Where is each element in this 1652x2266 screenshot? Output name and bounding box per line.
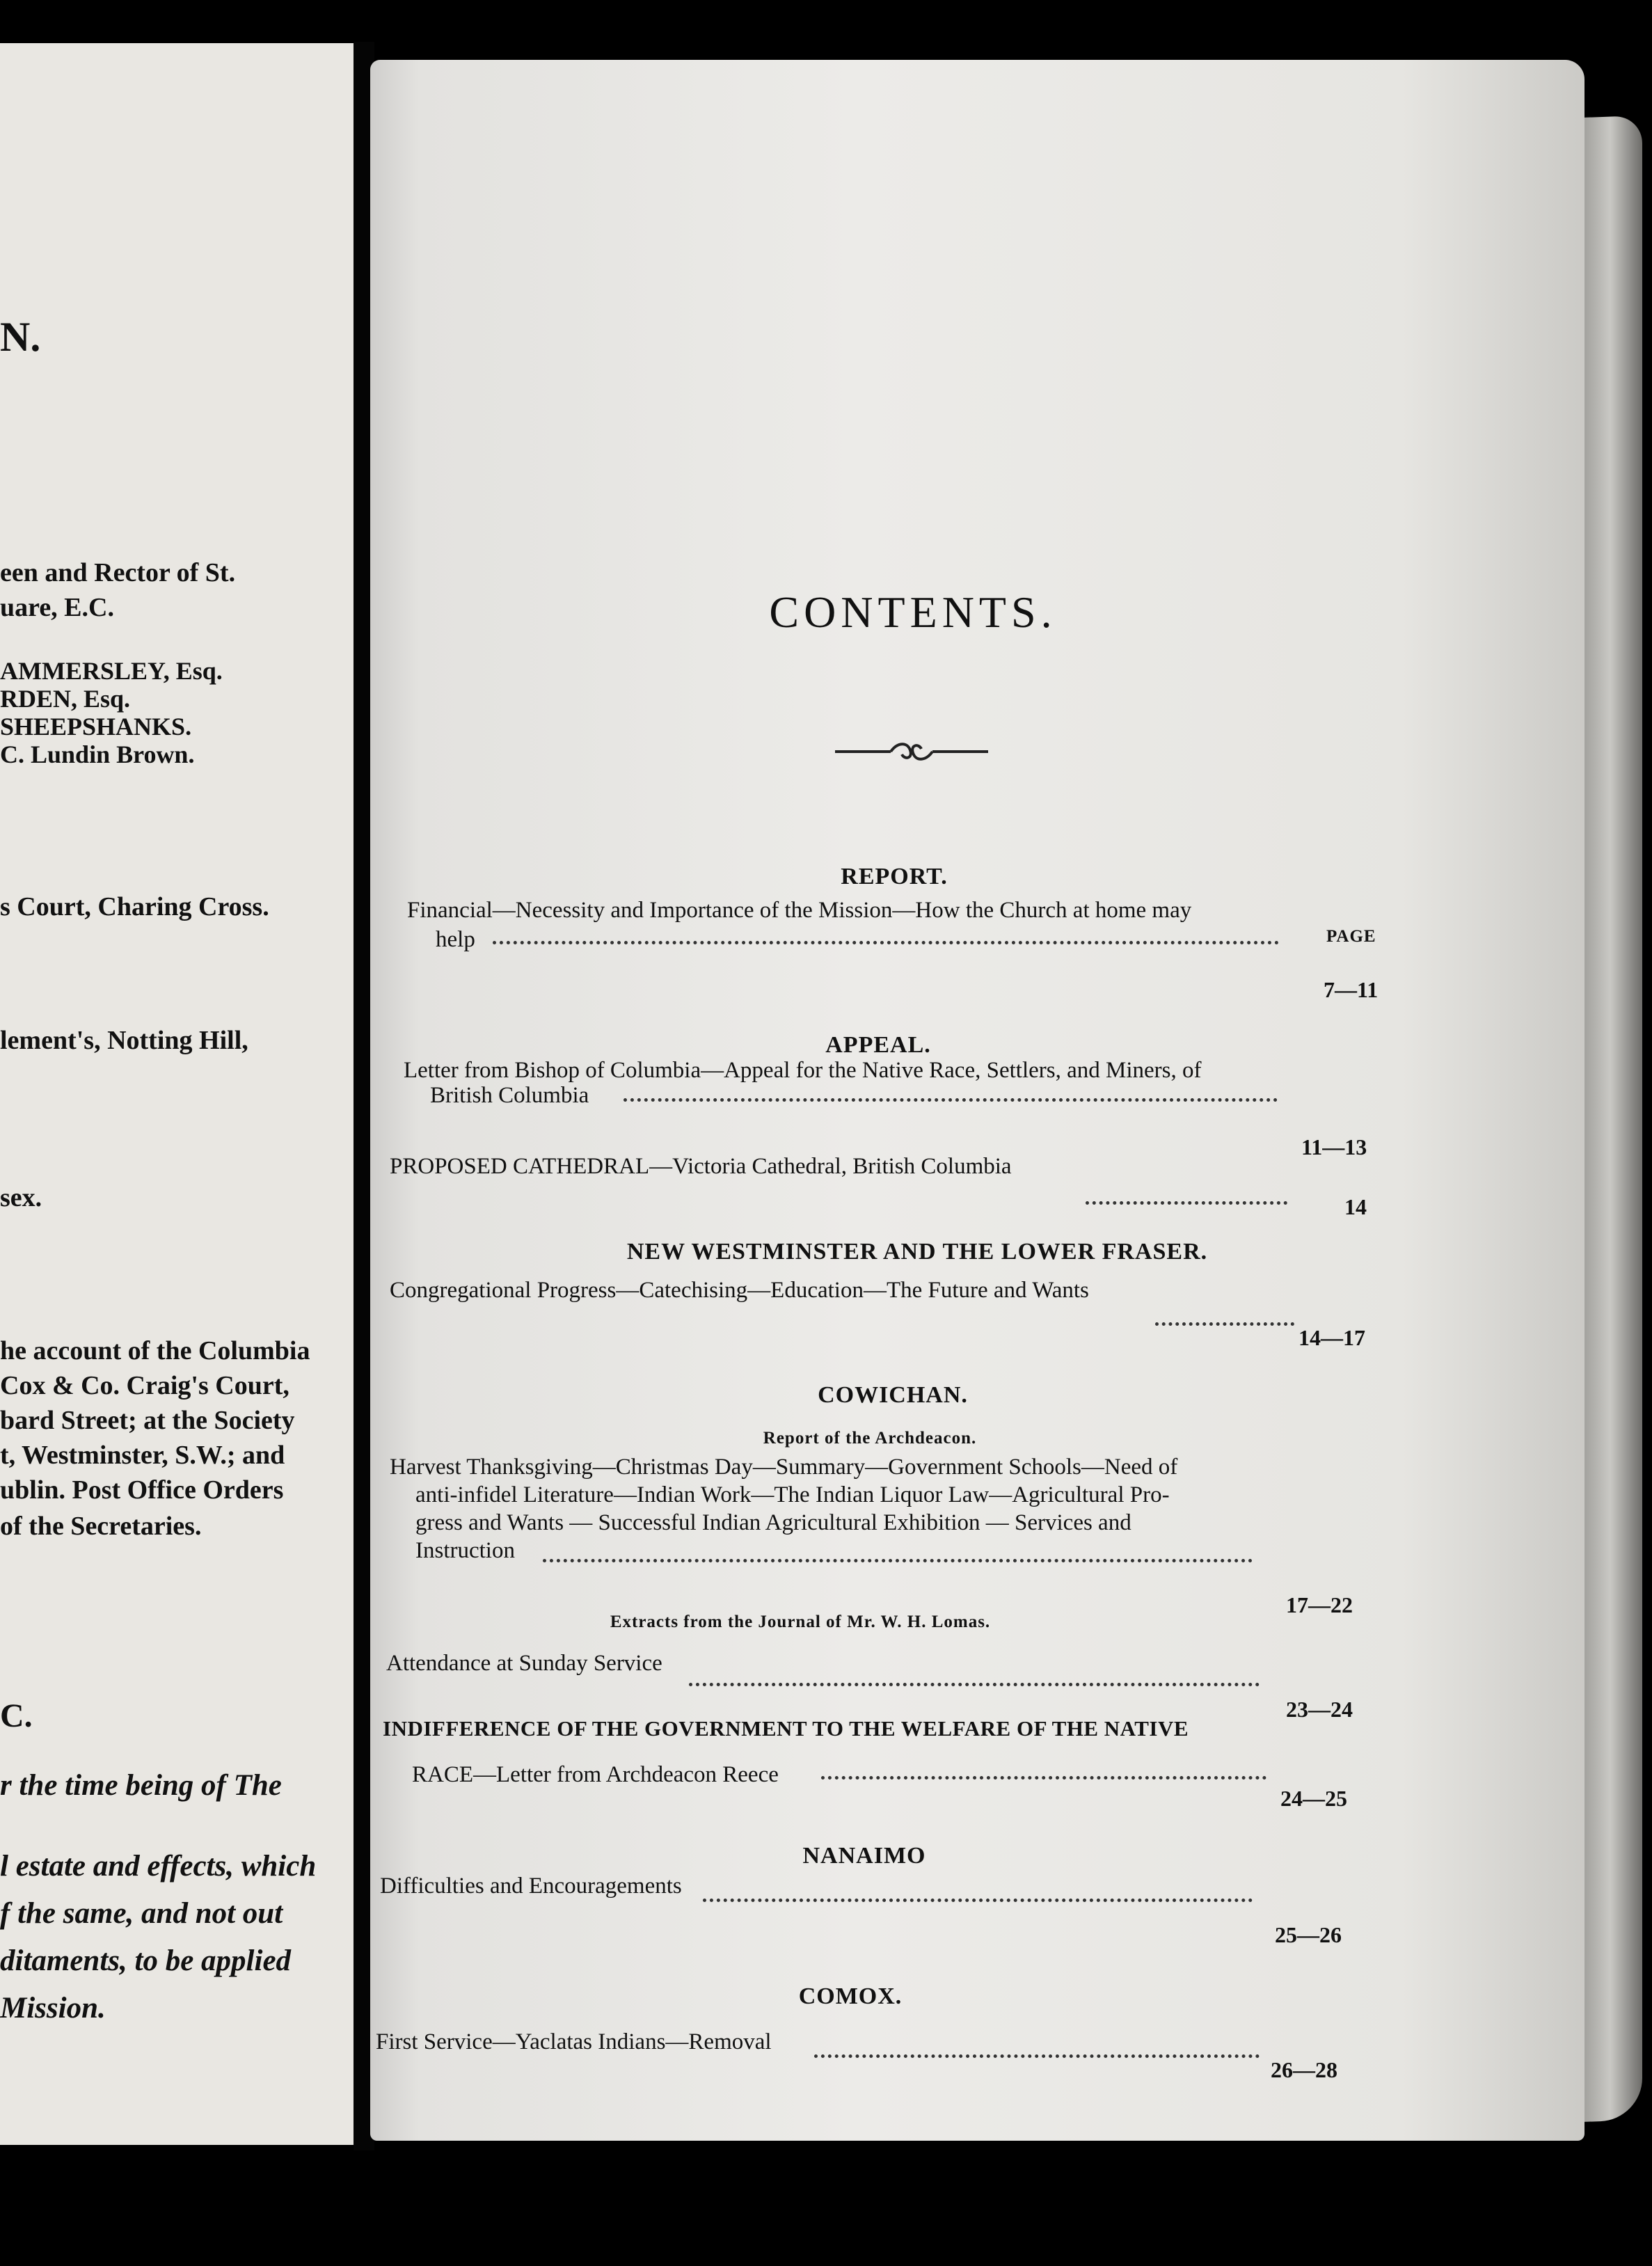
contents-entry: Letter from Bishop of Columbia—Appeal for the Native Race, Settlers, and Miners, of <box>404 1058 1202 1083</box>
left-page-line: uare, E.C. <box>0 593 114 622</box>
page-range: 11—13 <box>1301 1134 1367 1159</box>
contents-entry: anti-infidel Literature—Indian Work—The Indian Liquor Law—Agricultural Pro- <box>415 1482 1170 1507</box>
left-page-line: f the same, and not out <box>0 1897 283 1930</box>
dot-leader <box>821 1776 1266 1780</box>
dot-leader <box>624 1098 1278 1102</box>
contents-entry: PROPOSED CATHEDRAL—Victoria Cathedral, British Columbia <box>390 1154 1012 1179</box>
contents-entry: INDIFFERENCE OF THE GOVERNMENT TO THE WELFARE OF THE NATIVE <box>383 1716 1189 1741</box>
left-page-line: C. Lundin Brown. <box>0 740 195 768</box>
left-page-line: he account of the Columbia <box>0 1336 310 1365</box>
left-page-line: bard Street; at the Society <box>0 1406 295 1435</box>
left-page-line: lement's, Notting Hill, <box>0 1026 248 1055</box>
contents-entry: Instruction <box>415 1538 515 1563</box>
page-range: 7—11 <box>1324 977 1379 1002</box>
contents-entry-continuation: RACE—Letter from Archdeacon Reece <box>412 1762 779 1787</box>
dot-leader <box>1086 1201 1287 1205</box>
contents-title: CONTENTS. <box>769 587 1057 637</box>
section-heading: NANAIMO <box>802 1843 926 1869</box>
section-heading: NEW WESTMINSTER AND THE LOWER FRASER. <box>626 1239 1208 1265</box>
section-heading: COMOX. <box>798 1983 903 2009</box>
dot-leader <box>493 941 1279 944</box>
section-heading: COWICHAN. <box>818 1382 968 1408</box>
ornament-divider <box>835 738 988 766</box>
left-page-line: l estate and effects, which <box>0 1850 317 1883</box>
contents-entry: gress and Wants — Successful Indian Agricultural Exhibition — Services and <box>415 1510 1131 1535</box>
left-page-fragment: C. <box>0 1697 33 1734</box>
contents-entry-continuation: help <box>436 927 475 952</box>
left-page-line: of the Secretaries. <box>0 1512 202 1541</box>
left-page-line: sex. <box>0 1183 42 1212</box>
section-heading: REPORT. <box>841 864 948 889</box>
left-page-line: RDEN, Esq. <box>0 685 131 713</box>
contents-entry: Financial—Necessity and Importance of the Mission—How the Church at home may <box>407 898 1192 923</box>
left-page-line: r the time being of The <box>0 1769 282 1802</box>
page-range: 17—22 <box>1286 1592 1353 1617</box>
left-page-line: ditaments, to be applied <box>0 1944 292 1977</box>
left-page-line: SHEEPSHANKS. <box>0 713 192 740</box>
dot-leader <box>689 1683 1260 1686</box>
contents-entry: First Service—Yaclatas Indians—Removal <box>376 2029 772 2054</box>
section-subheading: Extracts from the Journal of Mr. W. H. Lomas. <box>610 1613 991 1631</box>
dot-leader <box>543 1559 1253 1562</box>
dot-leader <box>814 2054 1260 2058</box>
section-heading: APPEAL. <box>825 1032 931 1058</box>
page-range: 24—25 <box>1280 1786 1347 1811</box>
contents-entry: Congregational Progress—Catechising—Education—The Future and Wants <box>390 1278 1089 1303</box>
left-page <box>0 43 354 2145</box>
page-range: 14—17 <box>1298 1325 1365 1350</box>
left-page-line: t, Westminster, S.W.; and <box>0 1441 285 1470</box>
dot-leader <box>1155 1322 1294 1326</box>
section-subheading: Report of the Archdeacon. <box>763 1429 977 1448</box>
page-range: 26—28 <box>1271 2057 1337 2082</box>
left-page-line: ublin. Post Office Orders <box>0 1475 284 1505</box>
page-range: 25—26 <box>1275 1922 1342 1947</box>
page-column-label: PAGE <box>1326 927 1376 946</box>
left-page-line: AMMERSLEY, Esq. <box>0 657 223 685</box>
left-page-line: Cox & Co. Craig's Court, <box>0 1371 289 1400</box>
page-range: 23—24 <box>1286 1697 1353 1722</box>
contents-entry: Attendance at Sunday Service <box>386 1651 662 1676</box>
left-page-line: N. <box>0 314 41 360</box>
contents-entry-continuation: British Columbia <box>430 1083 589 1108</box>
contents-entry: Harvest Thanksgiving—Christmas Day—Summary—Government Schools—Need of <box>390 1455 1178 1480</box>
contents-entry: Difficulties and Encouragements <box>380 1873 682 1899</box>
left-page-line: een and Rector of St. <box>0 558 236 587</box>
dot-leader <box>703 1899 1253 1902</box>
left-page-line: Mission. <box>0 1992 106 2025</box>
page-range: 14 <box>1344 1194 1367 1219</box>
left-page-line: s Court, Charing Cross. <box>0 892 269 921</box>
